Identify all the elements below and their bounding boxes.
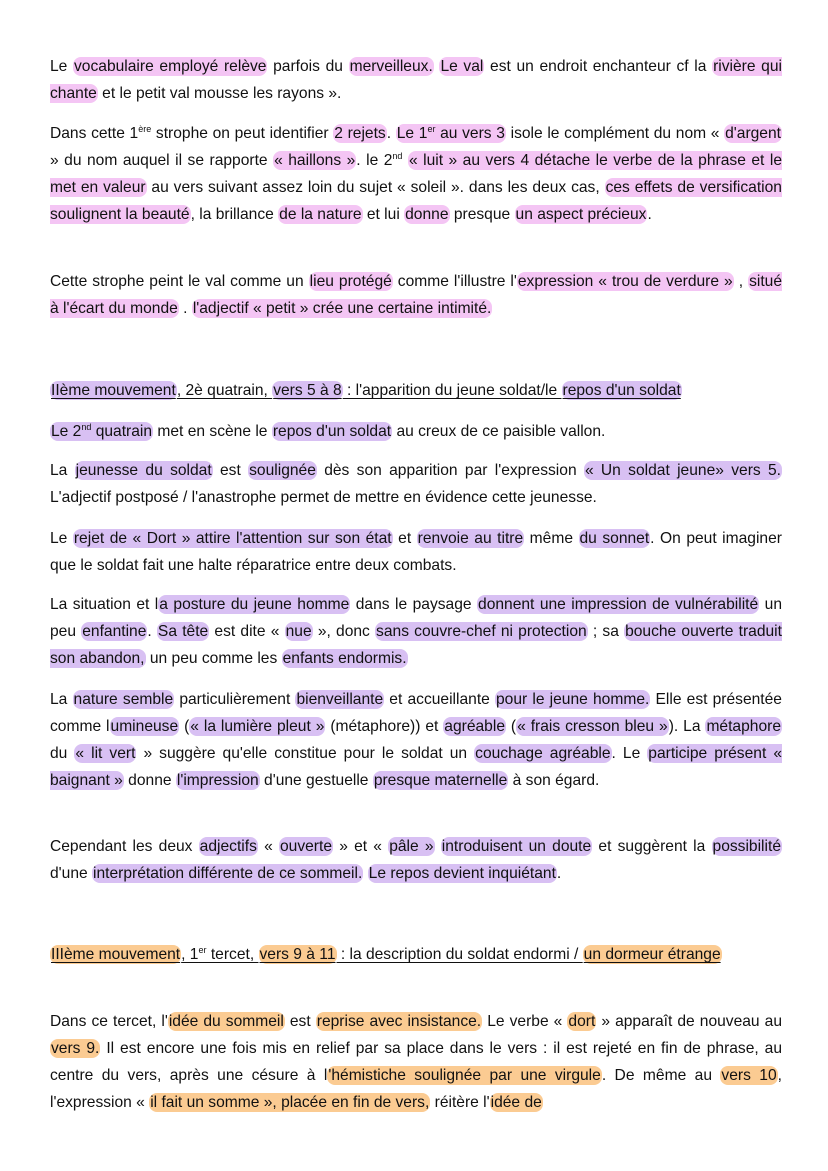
highlight: repos d'un soldat	[562, 382, 681, 399]
highlight: de la nature	[279, 206, 362, 223]
highlight: lieu protégé	[309, 273, 392, 290]
highlight: Sa tête	[157, 623, 209, 640]
highlight: nue	[285, 623, 312, 640]
highlight: « frais cresson bleu »	[517, 718, 668, 735]
highlight: du sonnet	[579, 530, 650, 547]
highlight: vers 10	[721, 1067, 777, 1084]
highlight: rivière qui chante	[50, 58, 782, 102]
paragraph-vulnerabilite: La situation et la posture du jeune homme dans le paysage donnent une impression de vulnérabilité un peu enfantine. Sa tête est dite « nue », donc sans couvre-chef ni protection ; sa bouche ouverte traduit son abandon, un peu comme les enfants endormis.	[50, 596, 782, 667]
paragraph-nature: La nature semble particulièrement bienveillante et accueillante pour le jeune homme. Elle est présentée comme lumineuse (« la lumière pleut » (métaphore)) et agréable (« frais cresson bleu »). La métaphore du « lit vert » suggère qu'elle constitue pour le soldat un couchage agréable. Le participe présent « baignant » donne l'impression d'une gestuelle presque maternelle à son égard.	[50, 691, 782, 789]
highlight: repos d'un soldat	[272, 423, 392, 440]
highlight: vers 9 à 11	[259, 946, 336, 963]
highlight: IIIème mouvement	[51, 946, 181, 963]
highlight: introduisent un doute	[441, 838, 592, 855]
highlight: IIème mouvement	[51, 382, 176, 399]
highlight: 'hémistiche soulignée par une virgule	[328, 1067, 601, 1084]
highlight: rejet de « Dort » attire l'attention sur son état	[73, 530, 392, 547]
highlight: ouverte	[279, 838, 332, 855]
highlight: ces effets de versification soulignent la beauté	[50, 179, 782, 223]
highlight: renvoie au titre	[417, 530, 524, 547]
highlight: l'impression	[176, 772, 259, 789]
highlight: enfants endormis.	[282, 650, 407, 667]
highlight: merveilleux.	[349, 58, 433, 75]
highlight: nature semble	[73, 691, 174, 708]
highlight: dort	[568, 1013, 596, 1030]
highlight: métaphore	[706, 718, 781, 735]
highlight: enfantine	[82, 623, 147, 640]
paragraph-jeunesse: La jeunesse du soldat est soulignée dès son apparition par l'expression « Un soldat jeune» vers 5. L'adjectif postposé / l'anastrophe permet de mettre en évidence cette jeunesse.	[50, 462, 782, 506]
highlight: participe présent « baignant »	[50, 745, 782, 789]
highlight: d'argent	[725, 125, 781, 142]
highlight: idée de	[490, 1094, 542, 1111]
paragraph-merveilleux: Le vocabulaire employé relève parfois du merveilleux. Le val est un endroit enchanteur cf la rivière qui chante et le petit val mousse les rayons ».	[50, 58, 782, 102]
highlight: expression « trou de verdure »	[517, 273, 733, 290]
highlight: pâle »	[389, 838, 434, 855]
highlight: possibilité	[712, 838, 781, 855]
highlight: Le repos devient inquiétant	[368, 865, 556, 882]
paragraph-lieu-protege: Cette strophe peint le val comme un lieu protégé comme l'illustre l'expression « trou de verdure » , situé à l'écart du monde . l'adjectif « petit » crée une certaine intimité.	[50, 273, 783, 317]
highlight: jeunesse du soldat	[75, 462, 212, 479]
highlight: Le 1er au vers 3	[396, 124, 505, 142]
highlight: vocabulaire employé relève	[74, 58, 267, 75]
highlight: interprétation différente de ce sommeil.	[93, 865, 363, 882]
highlight: umineuse	[110, 718, 179, 735]
highlight: donnent une impression de vulnérabilité	[478, 596, 759, 613]
highlight: « haillons »	[274, 152, 356, 169]
paragraph-rejet-dort: Le rejet de « Dort » attire l'attention sur son état et renvoie au titre même du sonnet. On peut imaginer que le soldat fait une halte réparatrice entre deux combats.	[50, 530, 782, 574]
highlight: couchage agréable	[475, 745, 611, 762]
highlight: adjectifs	[199, 838, 257, 855]
highlight: Le 2nd quatrain	[51, 422, 153, 440]
highlight: 2 rejets	[334, 125, 386, 142]
highlight: un dormeur étrange	[583, 946, 721, 963]
highlight: presque maternelle	[373, 772, 508, 789]
highlight: bienveillante	[296, 691, 384, 708]
section-heading-2: IIème mouvement, 2è quatrain, vers 5 à 8 : l'apparition du jeune soldat/le repos d'un soldat	[51, 382, 681, 399]
highlight: situé à l'écart du monde	[50, 273, 783, 317]
highlight: agréable	[444, 718, 505, 735]
highlight: sans couvre-chef ni protection	[376, 623, 587, 640]
highlight: reprise avec insistance.	[316, 1013, 482, 1030]
highlight: « la lumière pleut »	[190, 718, 325, 735]
paragraph-sommeil: Dans ce tercet, l'idée du sommeil est reprise avec insistance. Le verbe « dort » apparaît de nouveau au vers 9. Il est encore une fois mis en relief par sa place dans le vers : il est rejeté en fin de phrase, au centre du vers, après une césure à l'hémistiche soulignée par une virgule. De même au vers 10, l'expression « il fait un somme », placée en fin de vers, réitère l'idée de	[50, 1013, 783, 1111]
highlight: pour le jeune homme.	[496, 691, 650, 708]
highlight: vers 9.	[51, 1040, 100, 1057]
section-heading-3: IIIème mouvement, 1er tercet, vers 9 à 11 : la description du soldat endormi / un dormeur étrange	[51, 945, 721, 963]
highlight: vers 5 à 8	[273, 382, 342, 399]
paragraph-repos: Le 2nd quatrain met en scène le repos d'un soldat au creux de ce paisible vallon.	[51, 422, 606, 440]
highlight: bouche ouverte traduit son abandon,	[50, 623, 782, 667]
highlight: « luit » au vers 4 détache le verbe de la phrase et le met en valeur	[50, 152, 782, 196]
highlight: l'adjectif « petit » crée une certaine intimité.	[192, 300, 492, 317]
highlight: Le val	[440, 58, 484, 75]
highlight: « lit vert	[75, 745, 136, 762]
highlight: « Un soldat jeune» vers 5.	[584, 462, 782, 479]
highlight: soulignée	[249, 462, 316, 479]
highlight: a posture du jeune homme	[159, 596, 350, 613]
highlight: idée du sommeil	[168, 1013, 284, 1030]
highlight: donne	[405, 206, 449, 223]
paragraph-doute: Cependant les deux adjectifs « ouverte » et « pâle » introduisent un doute et suggèrent la possibilité d'une interprétation différente de ce sommeil. Le repos devient inquiétant.	[50, 838, 781, 882]
paragraph-rejets: Dans cette 1ère strophe on peut identifier 2 rejets. Le 1er au vers 3 isole le complément du nom « d'argent » du nom auquel il se rapporte « haillons ». le 2nd « luit » au vers 4 détache le verbe de la phrase et le met en valeur au vers suivant assez loin du sujet « soleil ». dans les deux cas, ces effets de versification soulignent la beauté, la brillance de la nature et lui donne presque un aspect précieux.	[50, 124, 782, 223]
highlight: un aspect précieux	[515, 206, 647, 223]
highlight: il fait un somme », placée en fin de vers,	[150, 1094, 430, 1111]
